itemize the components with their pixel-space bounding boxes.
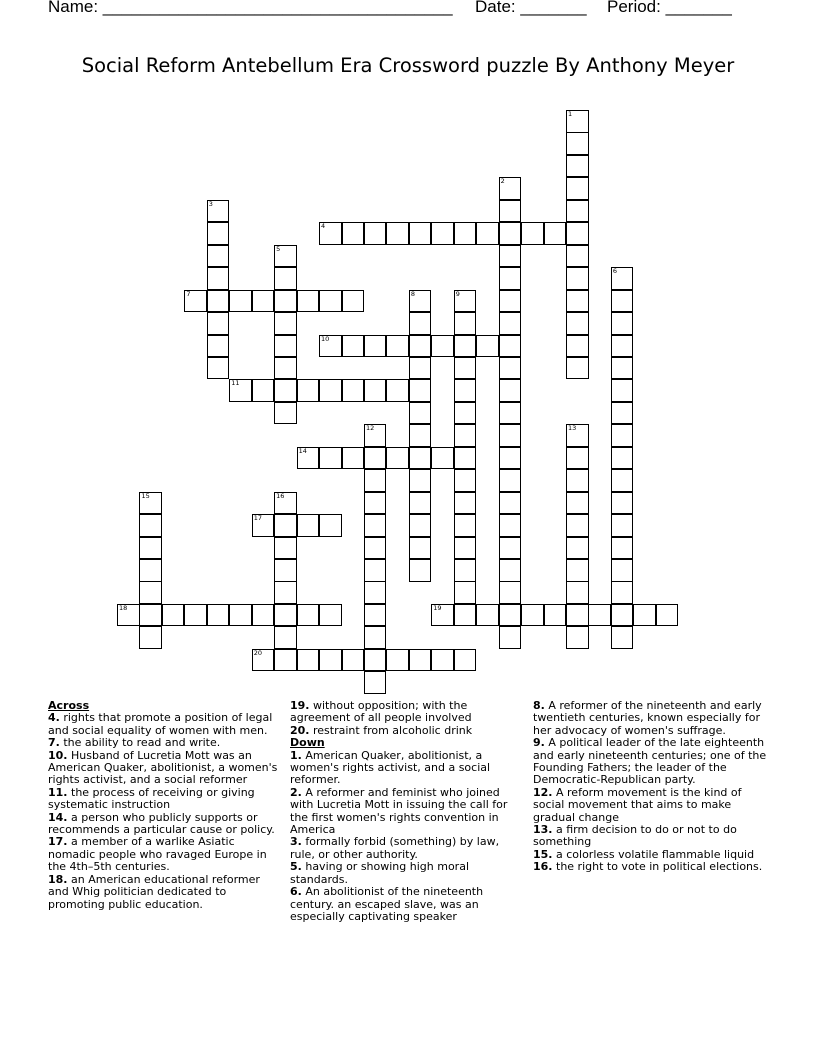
- grid-cell[interactable]: [342, 290, 365, 313]
- grid-cell[interactable]: [521, 604, 544, 627]
- grid-cell[interactable]: [409, 559, 432, 582]
- grid-cell[interactable]: [386, 335, 409, 358]
- clue-number: 16: [276, 491, 285, 500]
- grid-cell[interactable]: [454, 492, 477, 515]
- clue-number: 15: [141, 491, 150, 500]
- grid-cell[interactable]: [454, 469, 477, 492]
- grid-cell[interactable]: [544, 222, 567, 245]
- grid-cell[interactable]: [611, 290, 634, 313]
- period-field-label: Period: _______: [607, 0, 732, 16]
- clue-across: 11. the process of receiving or giving systematic instruction: [48, 785, 255, 812]
- grid-cell[interactable]: [319, 649, 342, 672]
- grid-cell[interactable]: [364, 492, 387, 515]
- clue-number: 6: [612, 267, 618, 276]
- grid-cell[interactable]: [454, 424, 477, 447]
- clue-number: 2: [500, 177, 505, 186]
- clue-number: 18: [119, 603, 128, 612]
- clue-number: 20: [253, 648, 262, 657]
- grid-cell[interactable]: [207, 267, 230, 290]
- clue-down: 15. a colorless volatile flammable liquid: [533, 847, 755, 861]
- grid-cell[interactable]: [499, 469, 522, 492]
- clue-down: 13. a firm decision to do or not to do something: [533, 823, 737, 849]
- grid-cell[interactable]: [611, 357, 634, 380]
- grid-cell[interactable]: [499, 312, 522, 335]
- clue-number: 9: [455, 289, 460, 298]
- grid-cell[interactable]: [566, 290, 589, 313]
- grid-cell[interactable]: [499, 514, 522, 537]
- grid-cell[interactable]: [409, 357, 432, 380]
- grid-cell[interactable]: [454, 514, 477, 537]
- clue-down: 16. the right to vote in political elections.: [533, 860, 763, 874]
- grid-cell[interactable]: [364, 447, 387, 470]
- clue-number: 12: [365, 424, 375, 433]
- grid-cell[interactable]: [409, 335, 432, 358]
- grid-cell[interactable]: [588, 604, 611, 627]
- grid-cell[interactable]: [499, 537, 522, 560]
- grid-cell[interactable]: [207, 335, 230, 358]
- clue-across: 17. a member of a warlike Asiatic nomadic people who ravaged Europe in the 4th–5th centuries.: [48, 835, 267, 874]
- grid-cell[interactable]: [229, 379, 252, 402]
- grid-cell[interactable]: [274, 626, 297, 649]
- clues-column-2: [290, 700, 522, 923]
- grid-cell[interactable]: [364, 604, 387, 627]
- grid-cell[interactable]: [409, 290, 432, 313]
- grid-cell[interactable]: [207, 222, 230, 245]
- grid-cell[interactable]: [207, 357, 230, 380]
- grid-cell[interactable]: [386, 379, 409, 402]
- grid-cell[interactable]: [207, 290, 230, 313]
- clue-number: 19: [433, 603, 442, 612]
- grid-cell[interactable]: [611, 514, 634, 537]
- grid-cell[interactable]: [454, 447, 477, 470]
- clue-number: 14: [298, 446, 307, 455]
- grid-cell[interactable]: [566, 424, 589, 447]
- grid-cell[interactable]: [274, 267, 297, 290]
- grid-cell[interactable]: [342, 447, 365, 470]
- grid-cell[interactable]: [566, 177, 589, 200]
- puzzle-title: Social Reform Antebellum Era Crossword puzzle By Anthony Meyer: [81, 54, 735, 77]
- clues-column-1: [48, 700, 278, 911]
- grid-cell[interactable]: [364, 559, 387, 582]
- clue-across: 18. an American educational reformer and Whig politician dedicated to promoting public education.: [48, 872, 260, 911]
- grid-cell[interactable]: [297, 379, 320, 402]
- grid-cell[interactable]: [139, 537, 162, 560]
- clue-down: 12. A reform movement is the kind of social movement that aims to make gradual change: [533, 785, 742, 824]
- grid-cell[interactable]: [297, 514, 320, 537]
- clue-down: 2. A reformer and feminist who joined with Lucretia Mott in issuing the call for the first women's rights convention in America: [290, 785, 508, 837]
- grid-cell[interactable]: [431, 604, 454, 627]
- clue-across: 4. rights that promote a position of legal and social equality of women with men.: [48, 711, 273, 737]
- grid-cell[interactable]: [274, 357, 297, 380]
- grid-cell[interactable]: [499, 290, 522, 313]
- grid-cell[interactable]: [611, 626, 634, 649]
- grid-cell[interactable]: [162, 604, 185, 627]
- grid-cell[interactable]: [566, 604, 589, 627]
- grid-cell[interactable]: [409, 402, 432, 425]
- grid-cell[interactable]: [342, 222, 365, 245]
- grid-cell[interactable]: [499, 626, 522, 649]
- grid-cell[interactable]: [207, 312, 230, 335]
- grid-cell[interactable]: [342, 379, 365, 402]
- grid-cell[interactable]: [252, 290, 275, 313]
- grid-cell[interactable]: [454, 379, 477, 402]
- clue-down: 8. A reformer of the nineteenth and early twentieth centuries, known especially for her advocacy of women's suffrage.: [533, 699, 762, 737]
- clue-across: 19. without opposition; with the agreement of all people involved: [290, 699, 472, 725]
- grid-cell[interactable]: [454, 290, 477, 313]
- clue-number: 5: [276, 244, 281, 253]
- grid-cell[interactable]: [633, 604, 656, 627]
- grid-cell[interactable]: [454, 559, 477, 582]
- grid-cell[interactable]: [431, 649, 454, 672]
- grid-cell[interactable]: [566, 447, 589, 470]
- grid-cell[interactable]: [431, 335, 454, 358]
- grid-cell[interactable]: [319, 222, 342, 245]
- grid-cell[interactable]: [252, 379, 275, 402]
- clues-column-3: [533, 700, 769, 874]
- grid-cell[interactable]: [566, 335, 589, 358]
- grid-cell[interactable]: [566, 469, 589, 492]
- grid-cell[interactable]: [117, 604, 140, 627]
- grid-cell[interactable]: [342, 649, 365, 672]
- grid-cell[interactable]: [566, 492, 589, 515]
- grid-cell[interactable]: [544, 604, 567, 627]
- clue-across: 7. the ability to read and write.: [48, 736, 221, 750]
- grid-cell[interactable]: [297, 649, 320, 672]
- clue-across: 20. restraint from alcoholic drink: [290, 723, 473, 737]
- grid-cell[interactable]: [611, 379, 634, 402]
- grid-cell[interactable]: [476, 222, 499, 245]
- clue-across: 14. a person who publicly supports or recommends a particular cause or policy.: [48, 810, 275, 837]
- grid-cell[interactable]: [409, 514, 432, 537]
- grid-cell[interactable]: [319, 290, 342, 313]
- grid-cell[interactable]: [184, 290, 207, 313]
- grid-cell[interactable]: [499, 200, 522, 223]
- grid-cell[interactable]: [611, 581, 634, 604]
- grid-cell[interactable]: [499, 424, 522, 447]
- grid-cell[interactable]: [566, 267, 589, 290]
- clue-down: 5. having or showing high moral standards.: [290, 860, 470, 886]
- grid-cell[interactable]: [207, 604, 230, 627]
- clue-down: 1. American Quaker, abolitionist, a women's rights activist, and a social reformer.: [290, 748, 491, 787]
- grid-cell[interactable]: [431, 447, 454, 470]
- grid-cell[interactable]: [319, 335, 342, 358]
- grid-cell[interactable]: [499, 245, 522, 268]
- grid-cell[interactable]: [409, 469, 432, 492]
- grid-cell[interactable]: [454, 649, 477, 672]
- clue-number: 7: [186, 289, 191, 298]
- grid-cell[interactable]: [139, 581, 162, 604]
- grid-cell[interactable]: [364, 537, 387, 560]
- grid-cell[interactable]: [409, 447, 432, 470]
- clue-number: 1: [568, 110, 573, 118]
- grid-cell[interactable]: [364, 626, 387, 649]
- grid-cell[interactable]: [139, 492, 162, 515]
- clue-number: 3: [208, 199, 213, 208]
- clue-number: 17: [253, 514, 262, 523]
- grid-cell[interactable]: [499, 447, 522, 470]
- grid-cell[interactable]: [319, 514, 342, 537]
- clue-number: 4: [321, 222, 326, 231]
- grid-cell[interactable]: [566, 132, 589, 155]
- grid-cell[interactable]: [274, 312, 297, 335]
- grid-cell[interactable]: [409, 537, 432, 560]
- grid-cell[interactable]: [409, 312, 432, 335]
- grid-cell[interactable]: [274, 514, 297, 537]
- clue-down: 9. A political leader of the late eighteenth and early nineteenth centuries; one of the Founding Fathers; the leader of the Democratic-Republican party.: [533, 736, 767, 787]
- clue-number: 11: [231, 379, 240, 388]
- grid-cell[interactable]: [454, 312, 477, 335]
- date-field-label: Date: _______: [475, 0, 587, 16]
- grid-cell[interactable]: [139, 514, 162, 537]
- grid-cell[interactable]: [611, 335, 634, 358]
- grid-cell[interactable]: [454, 335, 477, 358]
- grid-cell[interactable]: [409, 379, 432, 402]
- grid-cell[interactable]: [297, 290, 320, 313]
- grid-cell[interactable]: [566, 222, 589, 245]
- grid-cell[interactable]: [364, 649, 387, 672]
- grid-cell[interactable]: [409, 492, 432, 515]
- grid-cell[interactable]: [364, 379, 387, 402]
- grid-cell[interactable]: [454, 222, 477, 245]
- grid-cell[interactable]: [566, 110, 589, 133]
- grid-cell[interactable]: [499, 379, 522, 402]
- grid-cell[interactable]: [454, 537, 477, 560]
- grid-cell[interactable]: [499, 177, 522, 200]
- grid-cell[interactable]: [454, 357, 477, 380]
- grid-cell[interactable]: [566, 514, 589, 537]
- grid-cell[interactable]: [566, 357, 589, 380]
- grid-cell[interactable]: [454, 581, 477, 604]
- grid-cell[interactable]: [274, 537, 297, 560]
- grid-cell[interactable]: [611, 267, 634, 290]
- grid-cell[interactable]: [139, 604, 162, 627]
- grid-cell[interactable]: [252, 604, 275, 627]
- grid-cell[interactable]: [364, 514, 387, 537]
- grid-cell[interactable]: [386, 222, 409, 245]
- grid-cell[interactable]: [229, 290, 252, 313]
- grid-cell[interactable]: [139, 559, 162, 582]
- grid-cell[interactable]: [274, 604, 297, 627]
- grid-cell[interactable]: [476, 335, 499, 358]
- name-field-label: Name: _____________________________________: [48, 0, 453, 16]
- grid-cell[interactable]: [297, 447, 320, 470]
- grid-cell[interactable]: [364, 335, 387, 358]
- grid-cell[interactable]: [319, 447, 342, 470]
- clue-number: 13: [568, 424, 577, 433]
- clue-down: 6. An abolitionist of the nineteenth century. an escaped slave, was an especially captivating speaker: [290, 885, 484, 923]
- grid-cell[interactable]: [566, 312, 589, 335]
- grid-cell[interactable]: [499, 559, 522, 582]
- grid-cell[interactable]: [611, 312, 634, 335]
- grid-cell[interactable]: [499, 222, 522, 245]
- grid-cell[interactable]: [611, 402, 634, 425]
- grid-cell[interactable]: [611, 424, 634, 447]
- grid-cell[interactable]: [364, 222, 387, 245]
- grid-cell[interactable]: [454, 402, 477, 425]
- grid-cell[interactable]: [364, 671, 387, 694]
- grid-cell[interactable]: [274, 290, 297, 313]
- clue-down: 3. formally forbid (something) by law, rule, or other authority.: [290, 835, 500, 861]
- grid-cell[interactable]: [566, 581, 589, 604]
- grid-cell[interactable]: [274, 379, 297, 402]
- grid-cell[interactable]: [274, 581, 297, 604]
- grid-cell[interactable]: [611, 492, 634, 515]
- grid-cell[interactable]: [319, 379, 342, 402]
- grid-cell[interactable]: [274, 335, 297, 358]
- grid-cell[interactable]: [499, 604, 522, 627]
- grid-cell[interactable]: [431, 222, 454, 245]
- grid-cell[interactable]: [274, 649, 297, 672]
- grid-cell[interactable]: [499, 402, 522, 425]
- grid-cell[interactable]: [409, 222, 432, 245]
- down-heading: Down: [290, 736, 325, 750]
- grid-cell[interactable]: [499, 267, 522, 290]
- grid-cell[interactable]: [274, 559, 297, 582]
- grid-cell[interactable]: [386, 649, 409, 672]
- grid-cell[interactable]: [386, 447, 409, 470]
- grid-cell[interactable]: [566, 245, 589, 268]
- grid-cell[interactable]: [499, 492, 522, 515]
- grid-cell[interactable]: [409, 424, 432, 447]
- grid-cell[interactable]: [476, 604, 499, 627]
- grid-cell[interactable]: [364, 469, 387, 492]
- grid-cell[interactable]: [207, 200, 230, 223]
- grid-cell[interactable]: [566, 537, 589, 560]
- grid-cell[interactable]: [364, 581, 387, 604]
- grid-cell[interactable]: [499, 581, 522, 604]
- grid-cell[interactable]: [656, 604, 679, 627]
- grid-cell[interactable]: [297, 604, 320, 627]
- grid-cell[interactable]: [229, 604, 252, 627]
- clue-across: 10. Husband of Lucretia Mott was an American Quaker, abolitionist, a women's rights activist, and a social reformer: [48, 748, 278, 787]
- grid-cell[interactable]: [499, 335, 522, 358]
- grid-cell[interactable]: [454, 604, 477, 627]
- grid-cell[interactable]: [566, 155, 589, 178]
- grid-cell[interactable]: [611, 469, 634, 492]
- grid-cell[interactable]: [611, 559, 634, 582]
- grid-cell[interactable]: [252, 649, 275, 672]
- grid-cell[interactable]: [611, 447, 634, 470]
- grid-cell[interactable]: [521, 222, 544, 245]
- grid-cell[interactable]: [207, 245, 230, 268]
- grid-cell[interactable]: [566, 626, 589, 649]
- grid-cell[interactable]: [252, 514, 275, 537]
- grid-cell[interactable]: [409, 649, 432, 672]
- grid-cell[interactable]: [499, 357, 522, 380]
- grid-cell[interactable]: [611, 537, 634, 560]
- grid-cell[interactable]: [319, 604, 342, 627]
- grid-cell[interactable]: [274, 245, 297, 268]
- grid-cell[interactable]: [274, 402, 297, 425]
- grid-cell[interactable]: [274, 492, 297, 515]
- grid-cell[interactable]: [364, 424, 387, 447]
- across-heading: Across: [48, 699, 90, 712]
- grid-cell[interactable]: [184, 604, 207, 627]
- clue-number: 8: [410, 289, 415, 298]
- grid-cell[interactable]: [342, 335, 365, 358]
- grid-cell[interactable]: [611, 604, 634, 627]
- grid-cell[interactable]: [566, 200, 589, 223]
- grid-cell[interactable]: [139, 626, 162, 649]
- grid-cell[interactable]: [566, 559, 589, 582]
- clue-number: 10: [321, 334, 330, 343]
